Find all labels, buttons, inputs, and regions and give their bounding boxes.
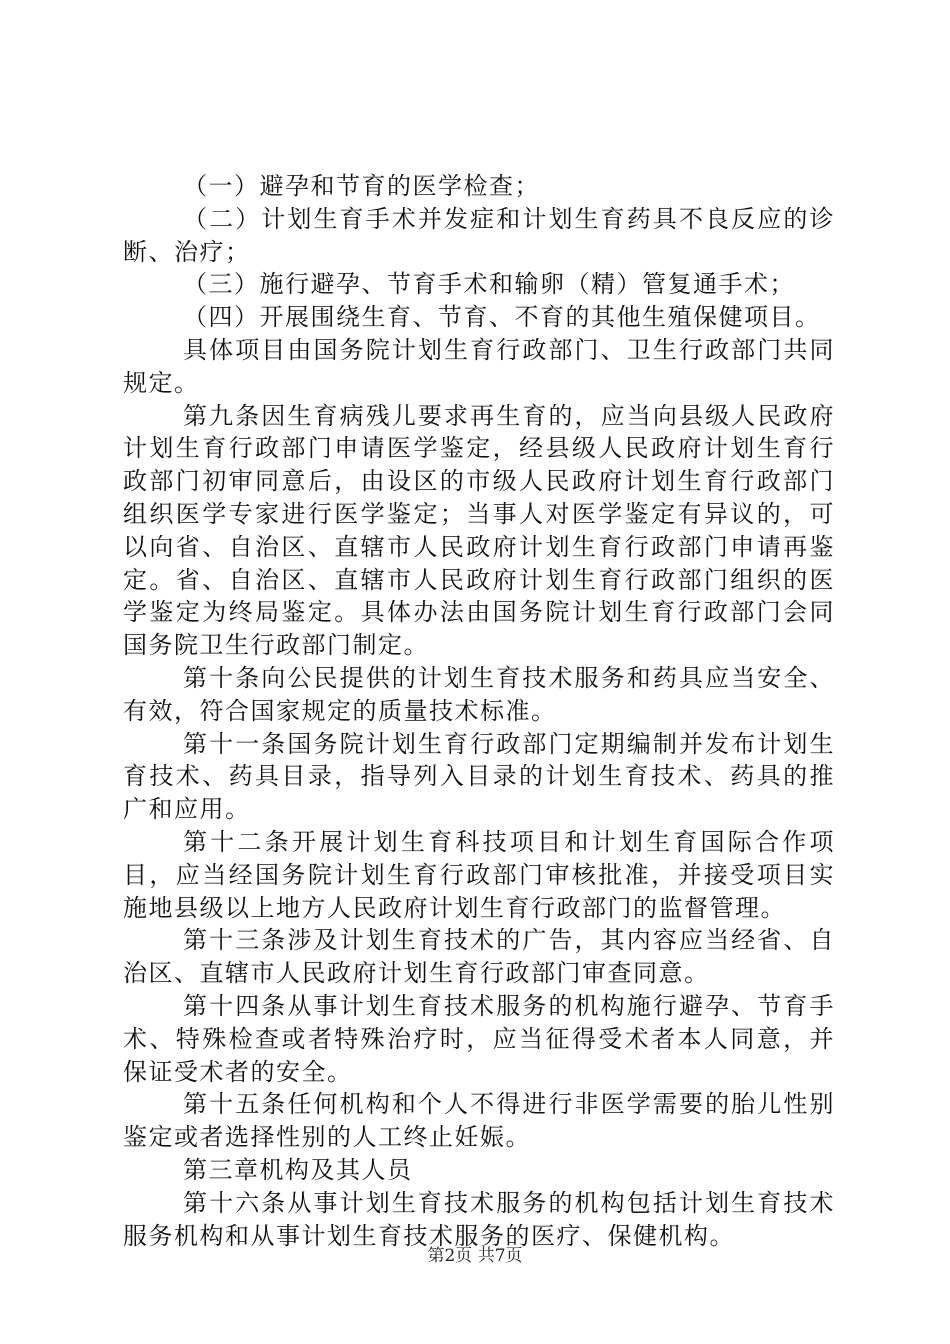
article-14: 第十四条从事计划生育技术服务的机构施行避孕、节育手术、特殊检查或者特殊治疗时，应当征得受术者本人同意，并保证受术者的安全。: [123, 991, 835, 1086]
article-9: 第九条因生育病残儿要求再生育的，应当向县级人民政府计划生育行政部门申请医学鉴定，经县级人民政府计划生育行政部门初审同意后，由设区的市级人民政府计划生育行政部门组织医学专家进行医学鉴定；当事人对医学鉴定有异议的，可以向省、自治区、直辖市人民政府计划生育行政部门申请再鉴定。省、自治区、直辖市人民政府计划生育行政部门组织的医学鉴定为终局鉴定。具体办法由国务院计划生育行政部门会同国务院卫生行政部门制定。: [123, 401, 835, 660]
article-12: 第十二条开展计划生育科技项目和计划生育国际合作项目，应当经国务院计划生育行政部门审核批准，并接受项目实施地县级以上地方人民政府计划生育行政部门的监督管理。: [123, 827, 835, 922]
document-body: [123, 170, 835, 1252]
article-10: 第十条向公民提供的计划生育技术服务和药具应当安全、有效，符合国家规定的质量技术标准。: [123, 663, 835, 725]
article-16: 第十六条从事计划生育技术服务的机构包括计划生育技术服务机构和从事计划生育技术服务的医疗、保健机构。: [123, 1188, 835, 1250]
list-item-1: （一）避孕和节育的医学检查；: [183, 172, 540, 200]
article-15: 第十五条任何机构和个人不得进行非医学需要的胎儿性别鉴定或者选择性别的人工终止妊娠。: [123, 1090, 835, 1152]
article-13: 第十三条涉及计划生育技术的广告，其内容应当经省、自治区、直辖市人民政府计划生育行政部门审查同意。: [123, 926, 835, 988]
page-number-footer: 第2页 共7页: [427, 1246, 523, 1266]
chapter-3-heading: 第三章机构及其人员: [183, 1155, 413, 1184]
list-item-3: （三）施行避孕、节育手术和输卵（精）管复通手术；: [183, 270, 795, 299]
paragraph-specific-projects: 具体项目由国务院计划生育行政部门、卫生行政部门共同规定。: [123, 335, 835, 397]
list-item-4: （四）开展围绕生育、节育、不育的其他生殖保健项目。: [183, 303, 821, 332]
article-11: 第十一条国务院计划生育行政部门定期编制并发布计划生育技术、药具目录，指导列入目录的计划生育技术、药具的推广和应用。: [123, 729, 835, 824]
list-item-2: （二）计划生育手术并发症和计划生育药具不良反应的诊断、治疗；: [123, 204, 835, 266]
